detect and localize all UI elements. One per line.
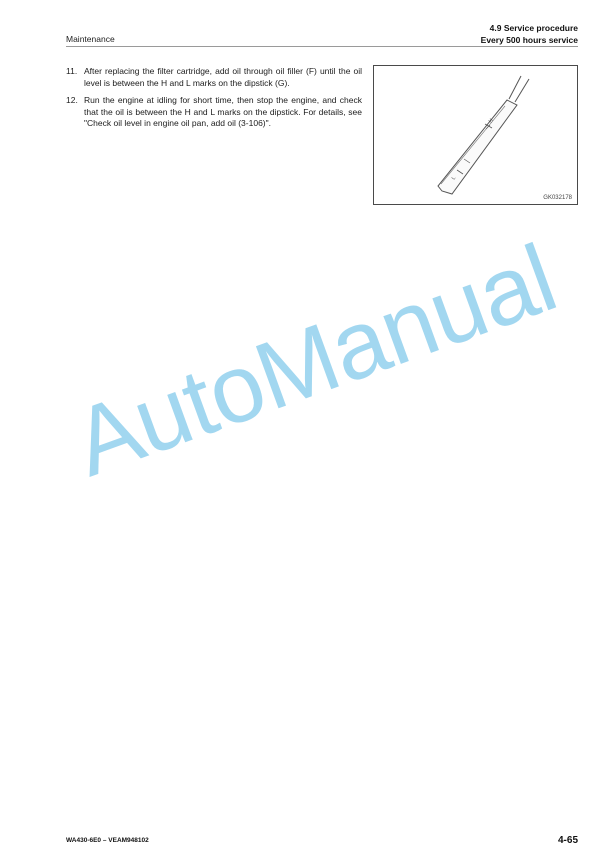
dipstick-mark-h: H <box>487 117 495 125</box>
figure-code: GK032178 <box>543 195 572 201</box>
dipstick-illustration <box>373 65 578 205</box>
step-text: After replacing the filter cartridge, add oil through oil filler (F) until the oil level is between the H and L marks on the dipstick (G). <box>84 66 362 88</box>
running-header <box>481 22 578 46</box>
watermark: AutoManual <box>59 224 569 497</box>
document-code: WA430-6E0 – VEAM948102 <box>66 837 149 844</box>
step-number: 11. <box>66 66 78 76</box>
procedure-step <box>66 66 362 89</box>
chapter-title: 4.9 Service procedure <box>489 23 578 33</box>
page-number: 4-65 <box>557 835 578 846</box>
dipstick-drawing <box>374 66 579 206</box>
service-interval: Every 500 hours service <box>480 35 578 45</box>
procedure-steps <box>66 66 362 136</box>
header-divider <box>66 46 578 47</box>
section-title: Maintenance <box>66 34 115 44</box>
step-number: 12. <box>66 95 78 105</box>
step-text: Run the engine at idling for short time, then stop the engine, and check that the oil is between the H and L marks on the dipstick. For details, see "Check oil level in engine oil pan, add oil (3-106)". <box>84 95 362 128</box>
procedure-step <box>66 95 362 130</box>
dipstick-mark-l: L <box>450 175 458 182</box>
